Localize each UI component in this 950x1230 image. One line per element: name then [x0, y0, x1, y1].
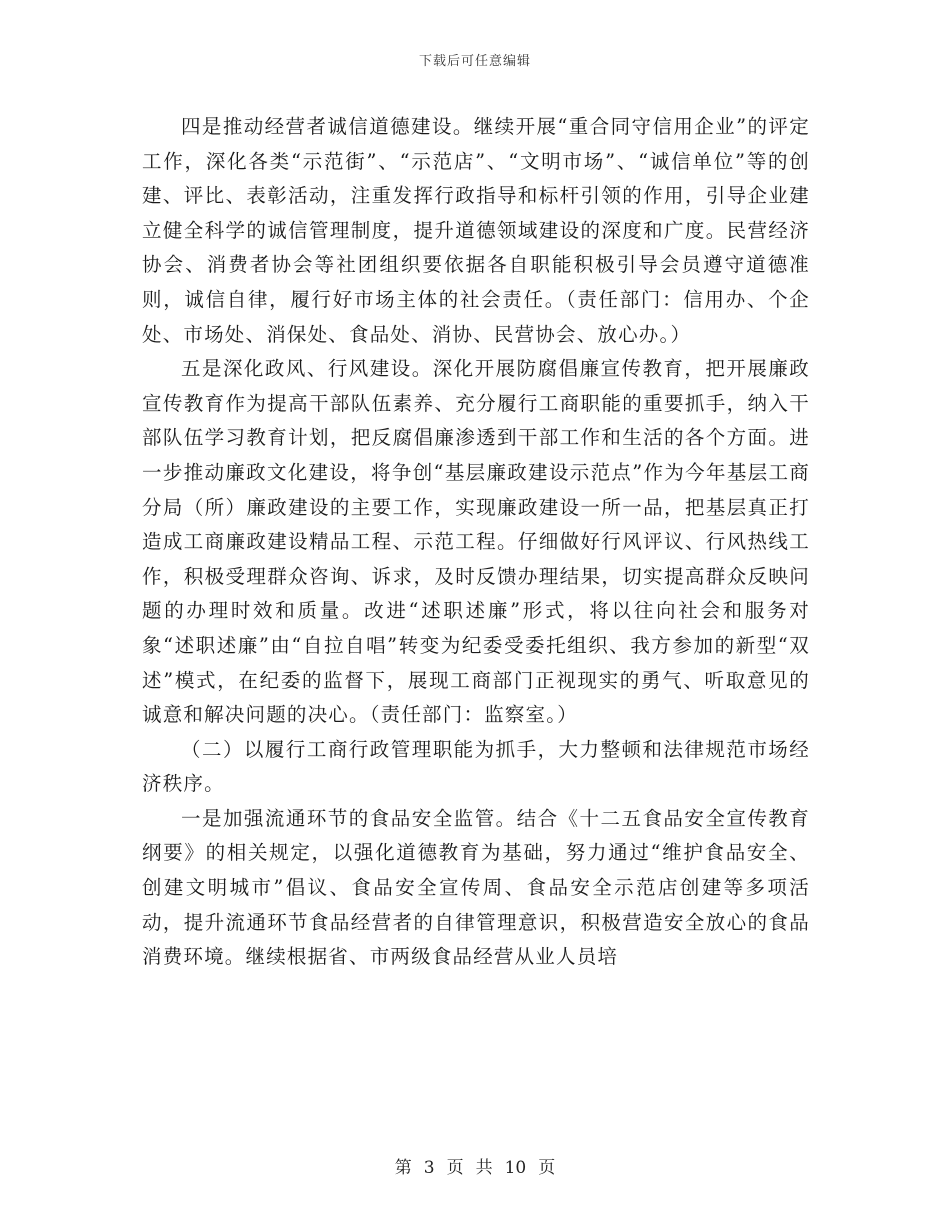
paragraph-integrity-building: 四是推动经营者诚信道德建设。继续开展“重合同守信用企业”的评定工作，深化各类“示范街”、“示范店”、“文明市场”、“诚信单位”等的创建、评比、表彰活动，注重发挥行政指导和标杆引领的作用，引导企业建立健全科学的诚信管理制度，提升道德领域建设的深度和广度。民营经济协会、消费者协会等社团组织要依据各自职能积极引导会员遵守道德准则，诚信自律，履行好市场主体的社会责任。（责任部门：信用办、个企处、市场处、消保处、食品处、消协、民营协会、放心办。）: [142, 115, 810, 346]
page-footer: [0, 1153, 950, 1178]
page-label-mid: 页: [446, 1158, 464, 1178]
page-label-prefix: 第: [394, 1158, 412, 1178]
page-number-current: 3: [423, 1158, 435, 1178]
page-number-total: 10: [504, 1158, 527, 1178]
document-body: [142, 110, 810, 975]
paragraph-food-safety: 一是加强流通环节的食品安全监管。结合《十二五食品安全宣传教育纲要》的相关规定，以强化道德教育为基础，努力通过“维护食品安全、创建文明城市”倡议、食品安全宣传周、食品安全示范店创建等多项活动，提升流通环节食品经营者的自律管理意识，积极营造安全放心的食品消费环境。继续根据省、市两级食品经营从业人员培: [142, 806, 810, 969]
page-label-total-prefix: 共: [475, 1158, 493, 1178]
page-header-note: 下载后可任意编辑: [418, 54, 531, 69]
paragraph-section-heading-two: （二）以履行工商行政管理职能为抓手，大力整顿和法律规范市场经济秩序。: [142, 737, 810, 796]
page-label-suffix: 页: [538, 1158, 556, 1178]
paragraph-conduct-building: 五是深化政风、行风建设。深化开展防腐倡廉宣传教育，把开展廉政宣传教育作为提高干部队伍素养、充分履行工商职能的重要抓手，纳入干部队伍学习教育计划，把反腐倡廉渗透到干部工作和生活的各个方面。进一步推动廉政文化建设，将争创“基层廉政建设示范点”作为今年基层工商分局（所）廉政建设的主要工作，实现廉政建设一所一品，把基层真正打造成工商廉政建设精品工程、示范工程。仔细做好行风评议、行风热线工作，积极受理群众咨询、诉求，及时反馈办理结果，切实提高群众反映问题的办理时效和质量。改进“述职述廉”形式，将以往向社会和服务对象“述职述廉”由“自拉自唱”转变为纪委受委托组织、我方参加的新型“双述”模式，在纪委的监督下，展现工商部门正视现实的勇气、听取意见的诚意和解决问题的决心。（责任部门：监察室。）: [142, 357, 810, 727]
